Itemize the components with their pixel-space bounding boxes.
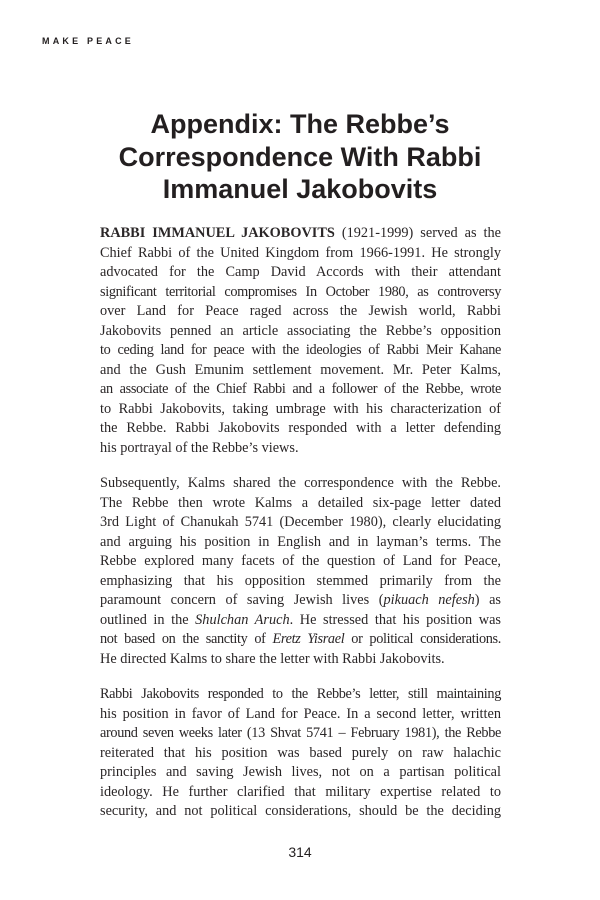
text-segment: The Rebbe then wrote Kalms a detailed six-page letter dated (100, 494, 501, 511)
chapter-title (60, 108, 540, 206)
text-line (100, 302, 501, 322)
title-line: Correspondence With Rabbi (118, 141, 482, 172)
text-line (100, 533, 501, 553)
text-line (100, 630, 501, 650)
text-line (100, 494, 501, 514)
text-segment: his position in favor of Land for Peace. In a second letter, written (100, 705, 501, 722)
paragraph (100, 685, 501, 822)
text-line (100, 763, 501, 783)
italic-term: pikuach nefesh (383, 592, 475, 608)
text-line (100, 552, 501, 572)
text-line (100, 244, 501, 264)
text-line (100, 419, 501, 439)
paragraph (100, 474, 501, 669)
text-segment: significant territorial compromises In October 1980, as controversy (100, 283, 501, 300)
text-segment: and the Gush Emunim settlement movement. Mr. Peter Kalms, (100, 361, 501, 378)
text-line (100, 611, 501, 631)
text-segment: and arguing his position in English and in layman’s terms. The (100, 533, 501, 550)
text-segment: security, and not political considerations, should be the deciding (100, 803, 501, 819)
text-line (100, 283, 501, 303)
text-line (100, 474, 501, 494)
text-segment: emphasizing that his opposition stemmed primarily from the (100, 572, 501, 589)
text-segment: to Rabbi Jakobovits, taking umbrage with his characterization of (100, 400, 501, 417)
bold-name: RABBI IMMANUEL JAKOBOVITS (100, 225, 335, 241)
text-line (100, 439, 501, 459)
text-segment: 3rd Light of Chanukah 5741 (December 1980), clearly elucidating (100, 514, 501, 530)
text-segment: (1921-1999) served as the (334, 225, 501, 241)
text-line (100, 650, 501, 670)
text-line (100, 724, 501, 744)
text-line (100, 400, 501, 420)
text-segment: ) as (474, 592, 501, 608)
text-segment: Chief Rabbi of the United Kingdom from 1966-1991. He strongly (100, 244, 501, 261)
text-segment: ideology. He further clarified that military expertise related to (100, 783, 501, 800)
text-segment: Rebbe explored many facets of the question of Land for Peace, (100, 553, 501, 569)
text-line (100, 380, 501, 400)
text-line (100, 685, 501, 705)
text-segment: or political considerations. (344, 631, 501, 647)
page-number: 314 (288, 844, 312, 860)
title-line: Immanuel Jakobovits (162, 174, 438, 204)
text-segment: outlined in the (100, 611, 196, 628)
text-line (100, 263, 501, 283)
text-segment: reiterated that his position was based purely on raw halachic (100, 744, 501, 761)
running-head: MAKE PEACE (42, 36, 135, 46)
text-segment: Subsequently, Kalms shared the correspondence with the Rebbe. (100, 475, 501, 491)
text-segment: advocated for the Camp David Accords with their attendant (100, 264, 501, 280)
text-segment: Jakobovits penned an article associating the Rebbe’s opposition (100, 322, 501, 339)
text-line (100, 802, 501, 822)
text-line (100, 572, 501, 592)
text-segment: around seven weeks later (13 Shvat 5741 – February 1981), the Rebbe (100, 725, 501, 741)
text-line (100, 705, 501, 725)
text-line (100, 361, 501, 381)
text-segment: over Land for Peace raged across the Jewish world, Rabbi (100, 303, 501, 319)
text-segment: an associate of the Chief Rabbi and a follower of the Rebbe, wrote (100, 381, 501, 397)
text-line (100, 783, 501, 803)
text-segment: He directed Kalms to share the letter with Rabbi Jakobovits. (100, 650, 445, 667)
italic-term: Eretz Yisrael (272, 631, 345, 647)
text-line (100, 341, 501, 361)
text-segment: principles and saving Jewish lives, not on a partisan political (100, 764, 501, 780)
text-line (100, 513, 501, 533)
text-line (100, 744, 501, 764)
italic-term: Shulchan Aruch (195, 611, 290, 628)
text-segment: . He stressed that his position was (289, 611, 501, 628)
text-segment: to ceding land for peace with the ideologies of Rabbi Meir Kahane (100, 342, 501, 358)
text-segment: Rabbi Jakobovits responded to the Rebbe’s letter, still maintaining (100, 686, 501, 702)
title-line: Appendix: The Rebbe’s (150, 109, 450, 139)
text-segment: his portrayal of the Rebbe’s views. (100, 439, 299, 456)
text-line (100, 322, 501, 342)
text-segment: not based on the sanctity of (100, 631, 273, 647)
text-line (100, 591, 501, 611)
body-text (100, 224, 501, 838)
paragraph (100, 224, 501, 458)
text-segment: the Rebbe. Rabbi Jakobovits responded with a letter defending (100, 420, 501, 436)
text-segment: paramount concern of saving Jewish lives ( (100, 592, 384, 608)
text-line (100, 224, 501, 244)
